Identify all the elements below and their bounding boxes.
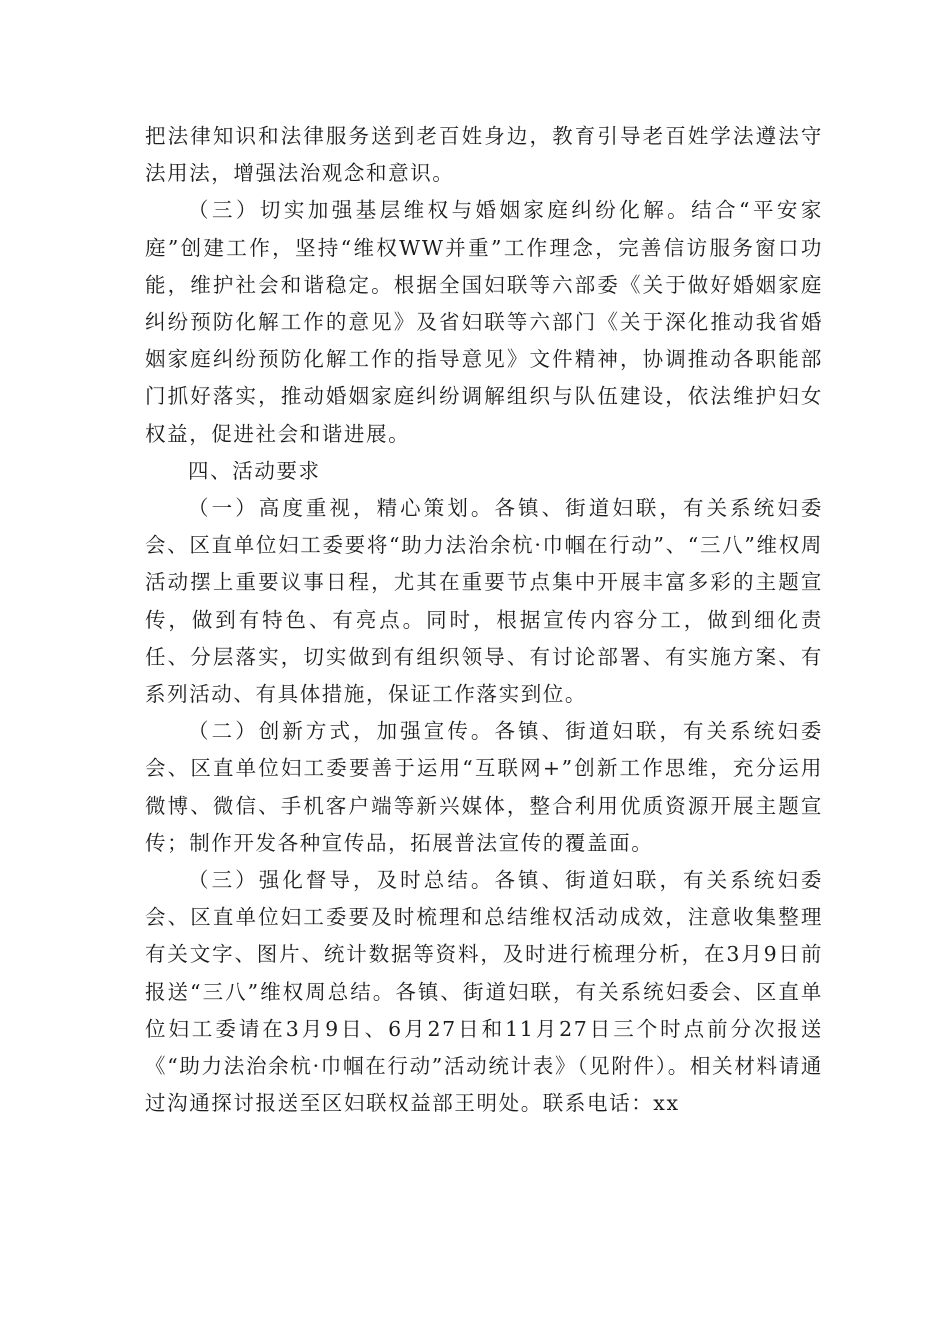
document-body (145, 118, 823, 1122)
paragraph-requirement-1: （一）高度重视，精心策划。各镇、街道妇联，有关系统妇委会、区直单位妇工委要将“助力法治余杭·巾帼在行动”、“三八”维权周活动摆上重要议事日程，尤其在重要节点集中开展丰富多彩的主题宣传，做到有特色、有亮点。同时，根据宣传内容分工，做到细化责任、分层落实，切实做到有组织领导、有讨论部署、有实施方案、有系列活动、有具体措施，保证工作落实到位。 (145, 496, 823, 707)
section-heading-activity-requirements: 四、活动要求 (188, 458, 321, 483)
paragraph-continuation: 把法律知识和法律服务送到老百姓身边，教育引导老百姓学法遵法守法用法，增强法治观念和意识。 (145, 124, 823, 186)
paragraph-item-3-mediation: （三）切实加强基层维权与婚姻家庭纠纷化解。结合“平安家庭”创建工作，坚持“维权WW并重”工作理念，完善信访服务窗口功能，维护社会和谐稳定。根据全国妇联等六部委《关于做好婚姻家庭纠纷预防化解工作的意见》及省妇联等六部门《关于深化推动我省婚姻家庭纠纷预防化解工作的指导意见》文件精神，协调推动各职能部门抓好落实，推动婚姻家庭纠纷调解组织与队伍建设，依法维护妇女权益，促进社会和谐进展。 (145, 198, 823, 446)
paragraph-requirement-3: （三）强化督导，及时总结。各镇、街道妇联，有关系统妇委会、区直单位妇工委要及时梳理和总结维权活动成效，注意收集整理有关文字、图片、统计数据等资料，及时进行梳理分析，在3月9日前报送“三八”维权周总结。各镇、街道妇联，有关系统妇委会、区直单位妇工委请在3月9日、6月27日和11月27日三个时点前分次报送《“助力法治余杭·巾帼在行动”活动统计表》（见附件）。相关材料请通过沟通探讨报送至区妇联权益部王明处。联系电话：xx (145, 868, 823, 1116)
paragraph-requirement-2: （二）创新方式，加强宣传。各镇、街道妇联，有关系统妇委会、区直单位妇工委要善于运用“互联网+”创新工作思维，充分运用微博、微信、手机客户端等新兴媒体，整合利用优质资源开展主题宣传；制作开发各种宣传品，拓展普法宣传的覆盖面。 (145, 719, 823, 855)
